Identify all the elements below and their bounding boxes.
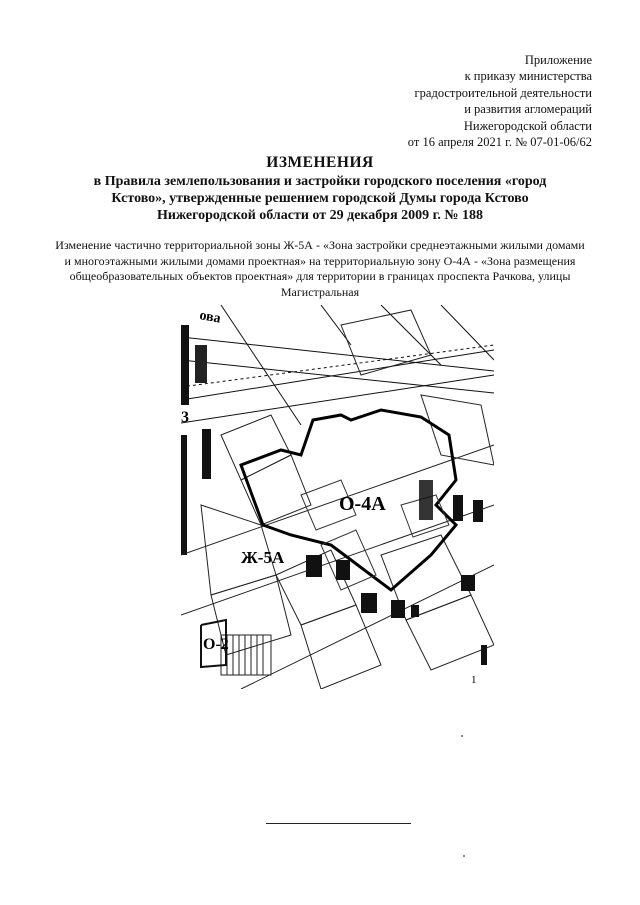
zone-label-3: 3	[181, 409, 189, 426]
zone-label-o4a: О-4А	[339, 493, 386, 515]
street-label: ова	[198, 308, 222, 327]
change-description: Изменение частично территориальной зоны Ж-5А - «Зона застройки среднеэтажными жилыми домами и многоэтажными жилыми домами проектная» на территориальную зону О-4А - «Зона размещения общеобразовательных объектов проектная» для территории в границах проспекта Рачкова, улицы Магистральная	[55, 238, 585, 299]
appendix-block	[408, 52, 592, 150]
zone-label-zh5a: Ж-5А	[241, 548, 285, 567]
document-title	[70, 154, 570, 224]
edge-label-1: 1	[471, 674, 477, 686]
appendix-line: и развития агломераций	[464, 102, 592, 117]
scan-speck	[463, 855, 465, 857]
appendix-line: от 16 апреля 2021 г. № 07-01-06/62	[407, 135, 592, 150]
zone-label-o2: О-2	[203, 636, 229, 653]
appendix-line: градостроительной деятельности	[414, 85, 592, 100]
appendix-line: Нижегородской области	[463, 118, 592, 133]
map-graphic	[181, 305, 494, 689]
signature-line	[266, 823, 411, 824]
scan-speck	[461, 735, 463, 737]
appendix-line: к приказу министерства	[464, 69, 592, 84]
zoning-map	[181, 305, 494, 689]
appendix-line: Приложение	[524, 53, 592, 67]
title-body: в Правила землепользования и застройки городского поселения «город Кстово», утвержденные решением городской Думы города Кстово Нижегородской области от 29 декабря 2009 г. № 188	[93, 174, 547, 223]
title-heading: ИЗМЕНЕНИЯ	[266, 154, 374, 171]
